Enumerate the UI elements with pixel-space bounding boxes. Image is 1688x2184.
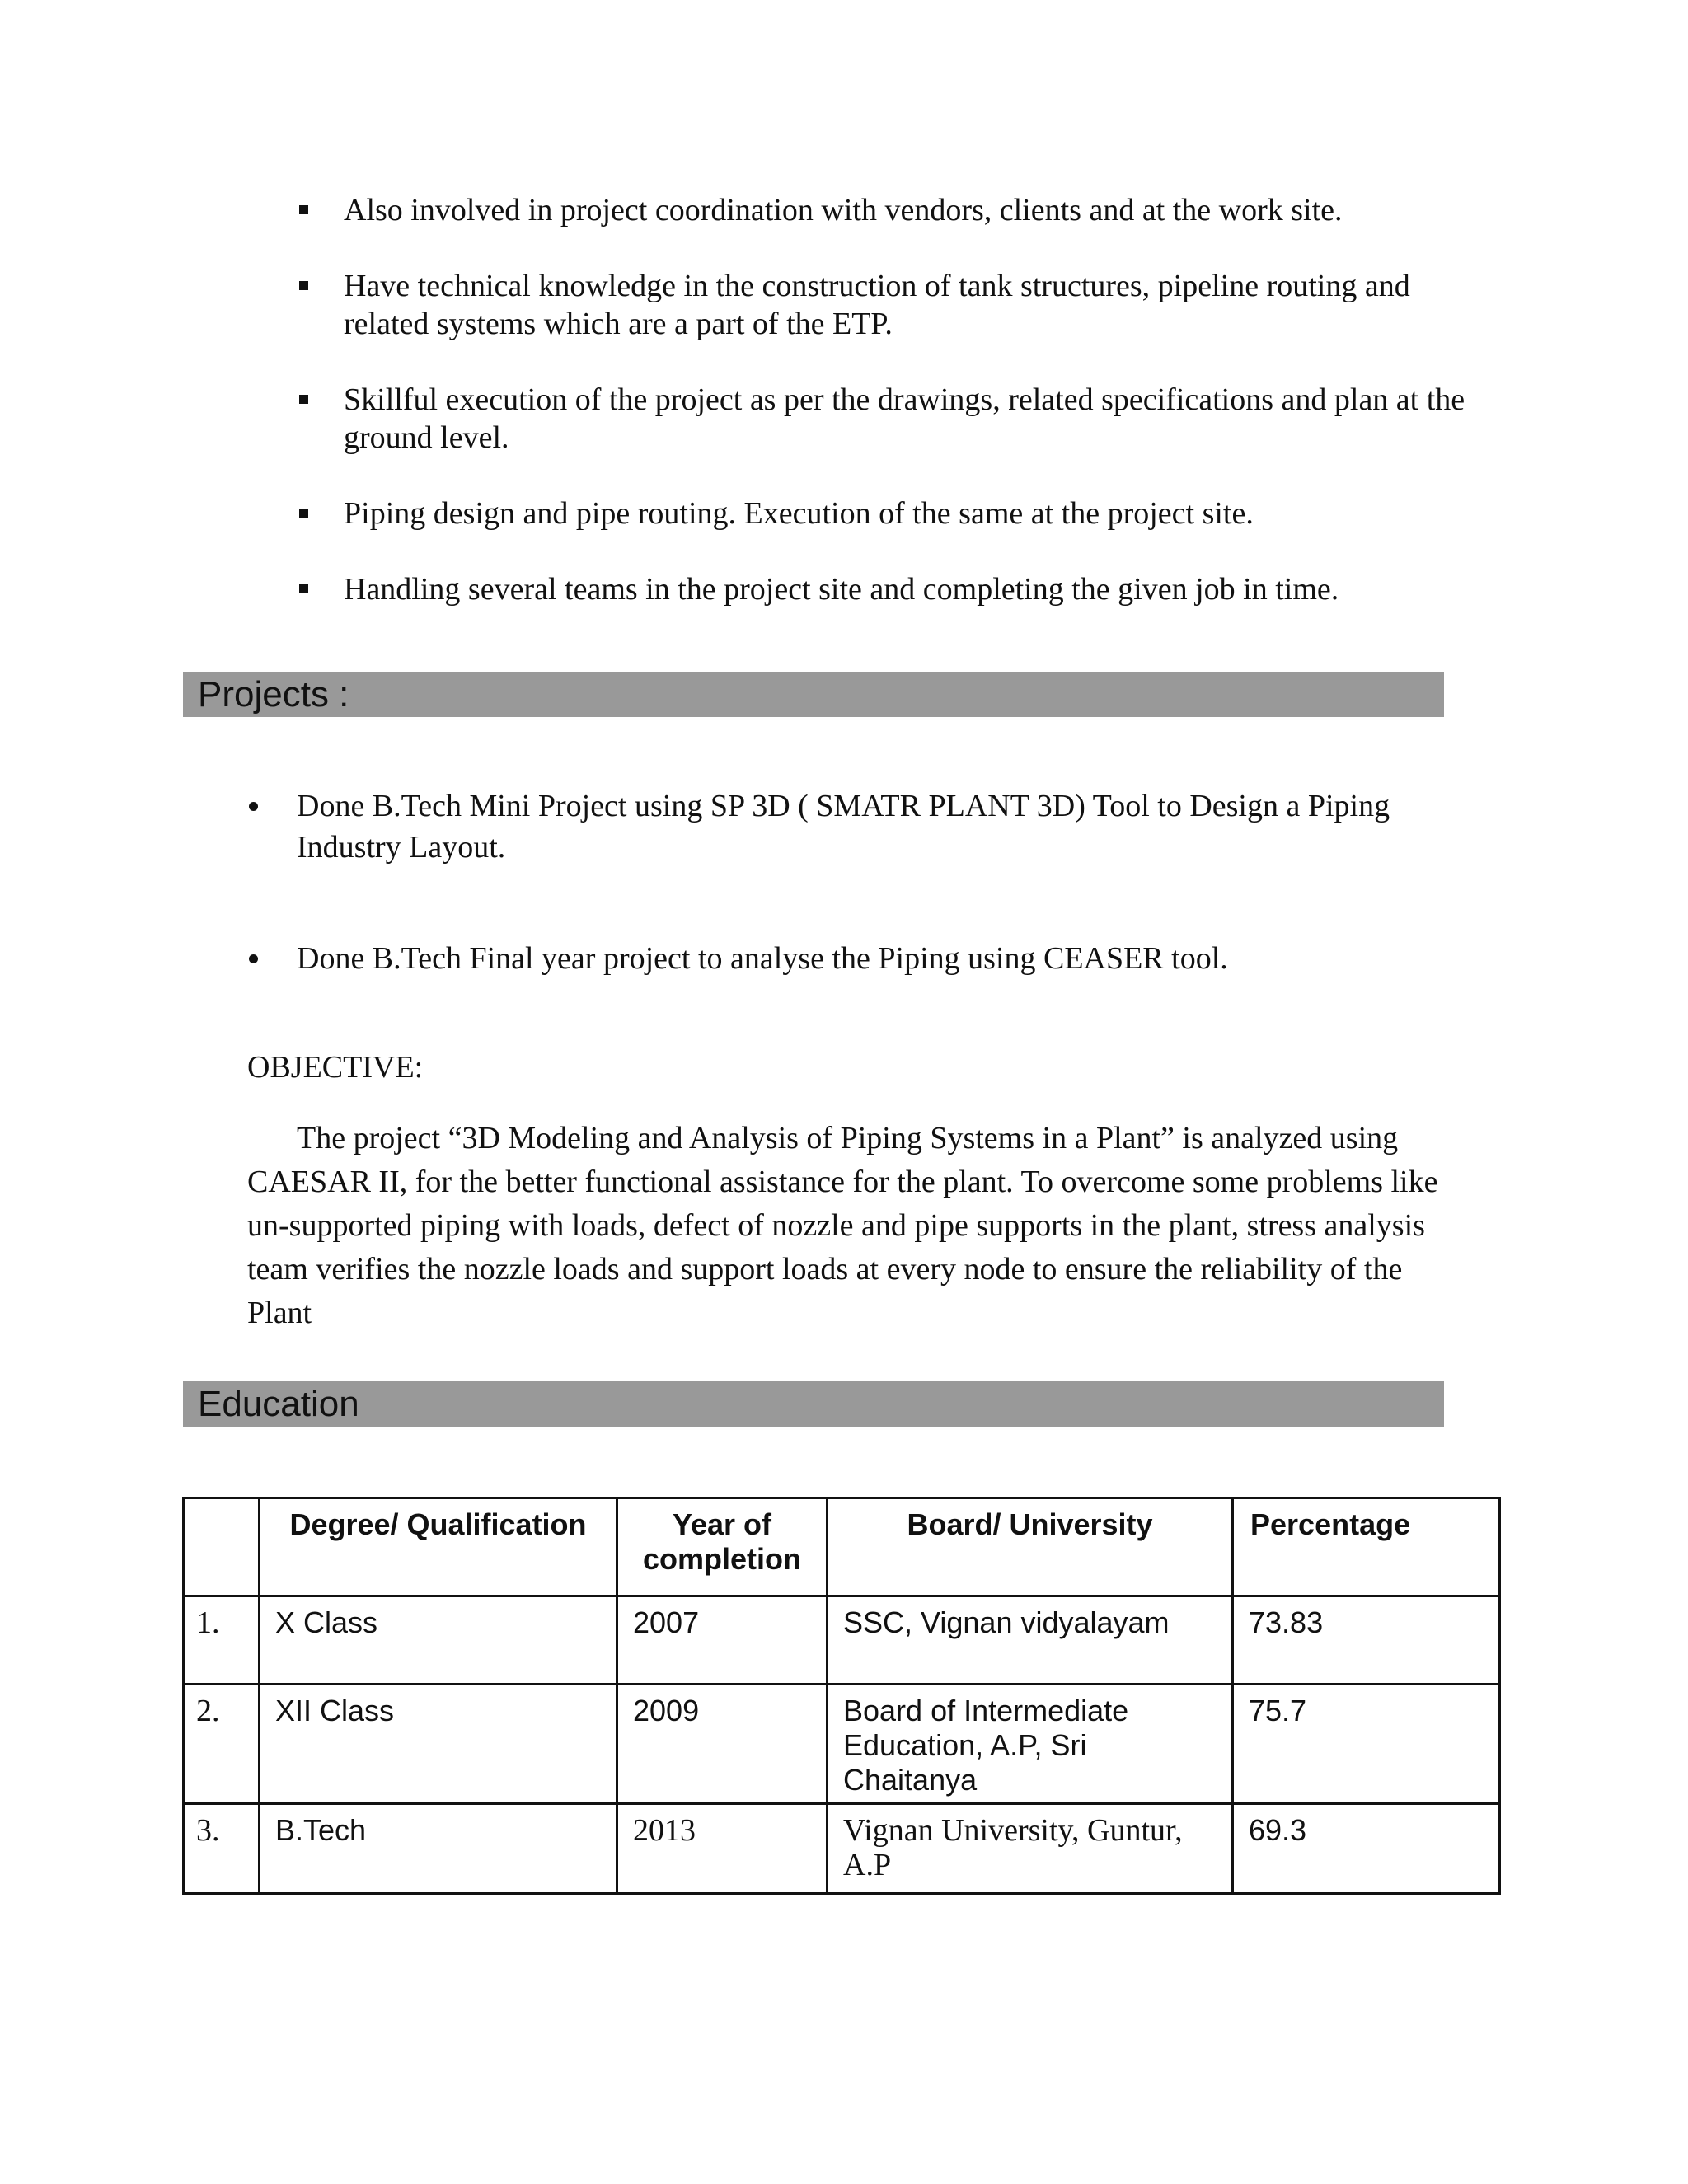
column-header-board: Board/ University — [828, 1498, 1233, 1596]
list-item-text: Done B.Tech Final year project to analyse the Piping using CEASER tool. — [297, 941, 1228, 976]
percentage-cell: 73.83 — [1233, 1596, 1500, 1685]
year-cell: 2013 — [617, 1804, 828, 1894]
objective-paragraph: The project “3D Modeling and Analysis of Piping Systems in a Plant” is analyzed using CAESAR II, for the better functional assistance for the plant. To overcome some problems like un-supported piping with loads, defect of nozzle and pipe supports in the plant, stress analysis team verifies the nozzle loads and support loads at every node to ensure the reliability of the Plant — [247, 1121, 1438, 1330]
list-item — [293, 494, 1479, 532]
table-row — [184, 1804, 1500, 1894]
square-bullet-icon — [299, 395, 308, 404]
projects-section-header — [183, 672, 1444, 717]
round-bullet-icon — [249, 954, 258, 963]
list-item-text: Skillful execution of the project as per the drawings, related specifications and plan at the ground level. — [344, 382, 1465, 455]
list-item — [247, 785, 1500, 868]
percentage-cell: 69.3 — [1233, 1804, 1500, 1894]
row-number: 2. — [184, 1685, 260, 1804]
projects-list — [247, 938, 1500, 979]
list-item — [293, 191, 1479, 229]
square-bullet-icon — [299, 584, 308, 593]
column-header-year: Year of completion — [617, 1498, 828, 1596]
column-header-percentage: Percentage — [1233, 1498, 1500, 1596]
list-item — [293, 381, 1479, 457]
board-cell: Board of Intermediate Education, A.P, Sri Chaitanya — [828, 1685, 1233, 1804]
board-cell: SSC, Vignan vidyalayam — [828, 1596, 1233, 1685]
board-cell: Vignan University, Guntur, A.P — [828, 1804, 1233, 1894]
section-title: Education — [198, 1384, 359, 1424]
round-bullet-icon — [249, 802, 258, 811]
row-number: 1. — [184, 1596, 260, 1685]
list-item-text: Done B.Tech Mini Project using SP 3D ( SMATR PLANT 3D) Tool to Design a Piping Industry Layout. — [297, 789, 1390, 865]
list-item-text: Piping design and pipe routing. Execution of the same at the project site. — [344, 496, 1254, 531]
column-header-number — [184, 1498, 260, 1596]
percentage-cell: 75.7 — [1233, 1685, 1500, 1804]
square-bullet-icon — [299, 509, 308, 518]
degree-cell: XII Class — [260, 1685, 617, 1804]
square-bullet-icon — [299, 281, 308, 290]
responsibilities-list — [293, 191, 1479, 646]
row-number: 3. — [184, 1804, 260, 1894]
projects-list — [247, 785, 1500, 868]
table-row — [184, 1685, 1500, 1804]
degree-cell: X Class — [260, 1596, 617, 1685]
table-header-row — [184, 1498, 1500, 1596]
list-item-text: Also involved in project coordination with vendors, clients and at the work site. — [344, 193, 1343, 227]
education-table — [182, 1497, 1501, 1895]
table-row — [184, 1596, 1500, 1685]
objective-heading: OBJECTIVE: — [247, 1050, 424, 1085]
degree-cell: B.Tech — [260, 1804, 617, 1894]
section-title: Projects : — [198, 674, 349, 715]
year-cell: 2007 — [617, 1596, 828, 1685]
list-item-text: Handling several teams in the project site and completing the given job in time. — [344, 572, 1339, 607]
education-section-header — [183, 1381, 1444, 1427]
square-bullet-icon — [299, 205, 308, 214]
list-item — [293, 570, 1479, 608]
list-item — [247, 938, 1500, 979]
year-cell: 2009 — [617, 1685, 828, 1804]
list-item-text: Have technical knowledge in the construction of tank structures, pipeline routing and related systems which are a part of the ETP. — [344, 269, 1410, 341]
column-header-degree: Degree/ Qualification — [260, 1498, 617, 1596]
list-item — [293, 267, 1479, 343]
